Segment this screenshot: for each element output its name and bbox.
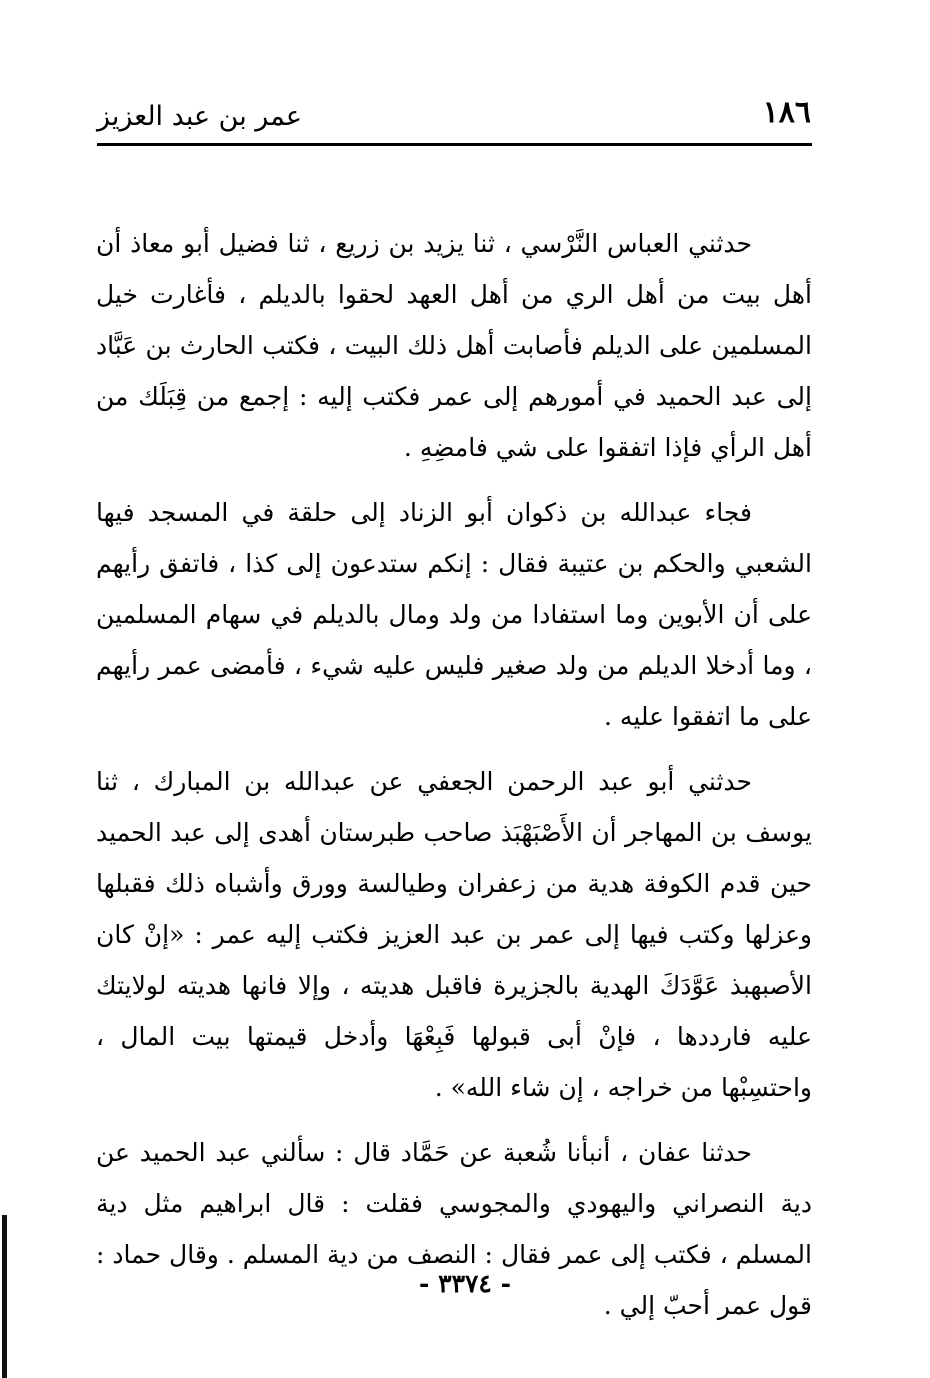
footer-page-number: - ٣٣٧٤ - (419, 1269, 511, 1298)
body-text (96, 218, 812, 1345)
header-title: عمر بن عبد العزيز (97, 101, 302, 132)
paragraph-1: حدثني العباس النَّرْسي ، ثنا يزيد بن زريع ، ثنا فضيل أبو معاذ أن أهل بيت من أهل الري من أهل العهد لحقوا بالديلم ، فأغارت خيل المسلمين على الديلم فأصابت أهل ذلك البيت ، فكتب الحارث بن عَبَّاد إلى عبد الحميد في أمورهم إلى عمر فكتب إليه : إجمع من قِبَلَك من أهل الرأي فإذا اتفقوا على شي فامضِهِ . (96, 229, 812, 462)
header-page-number: ١٨٦ (762, 95, 811, 130)
scan-binding-edge (2, 1215, 7, 1378)
paragraph-4: حدثنا عفان ، أنبأنا شُعبة عن حَمَّاد قال : سألني عبد الحميد عن دية النصراني واليهودي والمجوسي فقلت : قال ابراهيم مثل دية المسلم ، فكتب إلى عمر فقال : النصف من دية المسلم . وقال حماد : قول عمر أحبّ إلي . (96, 1138, 812, 1320)
paragraph-3: حدثني أبو عبد الرحمن الجعفي عن عبدالله بن المبارك ، ثنا يوسف بن المهاجر أن الأَصْبَهْبَذ صاحب طبرستان أهدى إلى عبد الحميد حين قدم الكوفة هدية من زعفران وطيالسة وورق وأشباه ذلك فقبلها وعزلها وكتب فيها إلى عمر بن عبد العزيز فكتب إليه عمر : «إنْ كان الأصبهبذ عَوَّدَكَ الهدية بالجزيرة فاقبل هديته ، وإلا فانها هديته لولايتك عليه فارددها ، فإنْ أبى قبولها فَبِعْهَا وأدخل قيمتها بيت المال ، واحتسِبْها من خراجه ، إن شاء الله» . (96, 767, 812, 1102)
running-header (97, 93, 811, 143)
header-divider (97, 143, 812, 146)
paragraph-2: فجاء عبدالله بن ذكوان أبو الزناد إلى حلقة في المسجد فيها الشعبي والحكم بن عتيبة فقال : إنكم ستدعون إلى كذا ، فاتفق رأيهم على أن الأبوين وما استفادا من ولد ومال بالديلم في سهام المسلمين ، وما أدخلا الديلم من ولد صغير فليس عليه شيء ، فأمضى عمر رأيهم على ما اتفقوا عليه . (96, 498, 812, 731)
